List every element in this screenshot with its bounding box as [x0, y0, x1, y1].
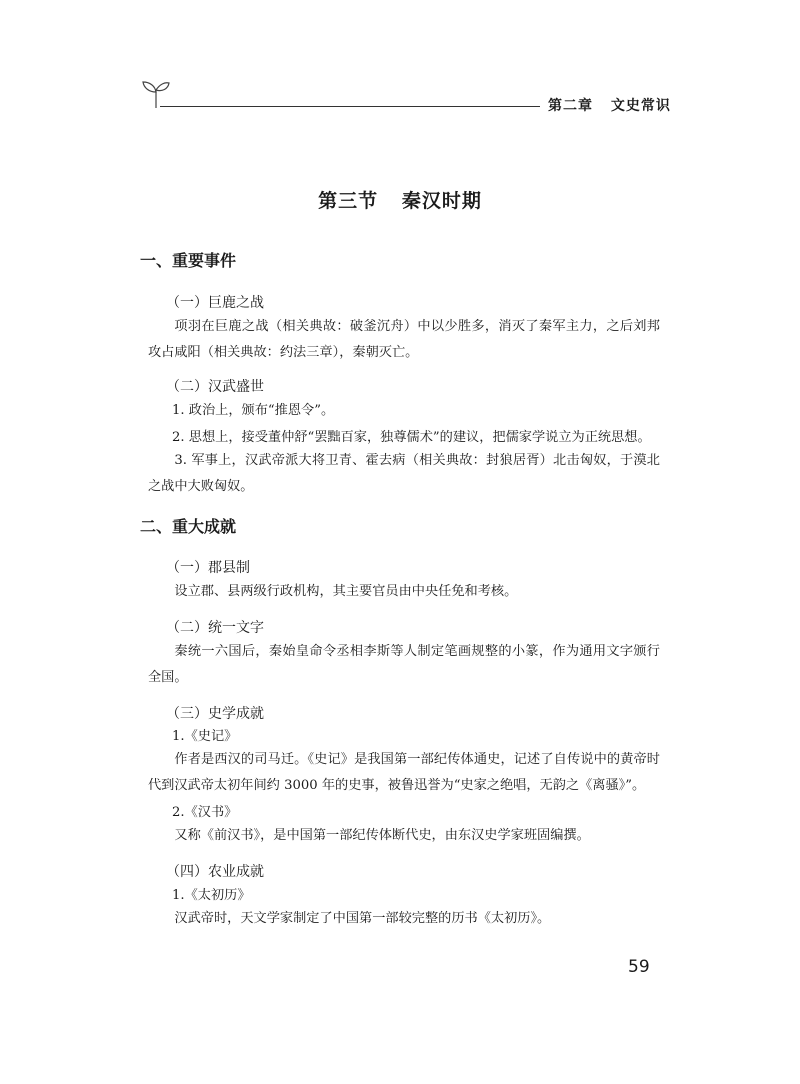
- part1-heading: 一、重要事件: [140, 251, 237, 270]
- section-title: [0, 186, 800, 213]
- chapter-title: 文史常识: [610, 98, 671, 114]
- part2-sub3-heading: （三）史学成就: [166, 706, 264, 722]
- part1-sub2-item-3: 3. 军事上，汉武帝派大将卫青、霍去病（相关典故：封狼居胥）北击匈奴，于漠北之战中大败匈奴。: [148, 453, 660, 494]
- part1-sub1-text: 项羽在巨鹿之战（相关典故：破釜沉舟）中以少胜多，消灭了秦军主力，之后刘邦攻占咸阳（相关典故：约法三章），秦朝灭亡。: [148, 319, 660, 360]
- part2-sub4-heading: （四）农业成就: [166, 864, 264, 880]
- header-rule: [160, 106, 540, 107]
- chapter-number: 第二章: [548, 98, 593, 114]
- part2-sub1-text: 设立郡、县两级行政机构，其主要官员由中央任免和考核。: [174, 584, 518, 599]
- part2-sub4-item1-text: 汉武帝时，天文学家制定了中国第一部较完整的历书《太初历》。: [174, 911, 551, 926]
- part2-sub4-item1-title: 1.《太初历》: [172, 888, 251, 903]
- section-name: 秦汉时期: [401, 190, 482, 212]
- part2-sub1-heading: （一）郡县制: [166, 560, 250, 576]
- part1-sub2-heading: （二）汉武盛世: [166, 379, 264, 395]
- running-header: [548, 95, 671, 115]
- part2-sub2-text: 秦统一六国后，秦始皇命令丞相李斯等人制定笔画规整的小篆，作为通用文字颁行全国。: [148, 644, 660, 685]
- part2-sub2-heading: （二）统一文字: [166, 620, 264, 636]
- page-number: 59: [628, 957, 650, 977]
- part2-heading: 二、重大成就: [140, 517, 237, 536]
- part2-sub3-item1-text: 作者是西汉的司马迁。《史记》是我国第一部纪传体通史，记述了自传说中的黄帝时代到汉武帝太初年间约 3000 年的史事，被鲁迅誉为“史家之绝唱，无韵之《离骚》”。: [148, 752, 660, 793]
- part1-sub2-item-2: 2. 思想上，接受董仲舒“罢黜百家，独尊儒术”的建议，把儒家学说立为正统思想。: [172, 430, 651, 445]
- part1-sub1-heading: （一）巨鹿之战: [166, 295, 264, 311]
- part2-sub3-item1-title: 1.《史记》: [172, 729, 238, 744]
- part2-sub3-item2-text: 又称《前汉书》，是中国第一部纪传体断代史，由东汉史学家班固编撰。: [174, 828, 590, 843]
- part1-sub2-item-1: 1. 政治上，颁布“推恩令”。: [172, 403, 335, 418]
- section-number: 第三节: [318, 190, 379, 212]
- part2-sub3-item2-title: 2.《汉书》: [172, 805, 238, 820]
